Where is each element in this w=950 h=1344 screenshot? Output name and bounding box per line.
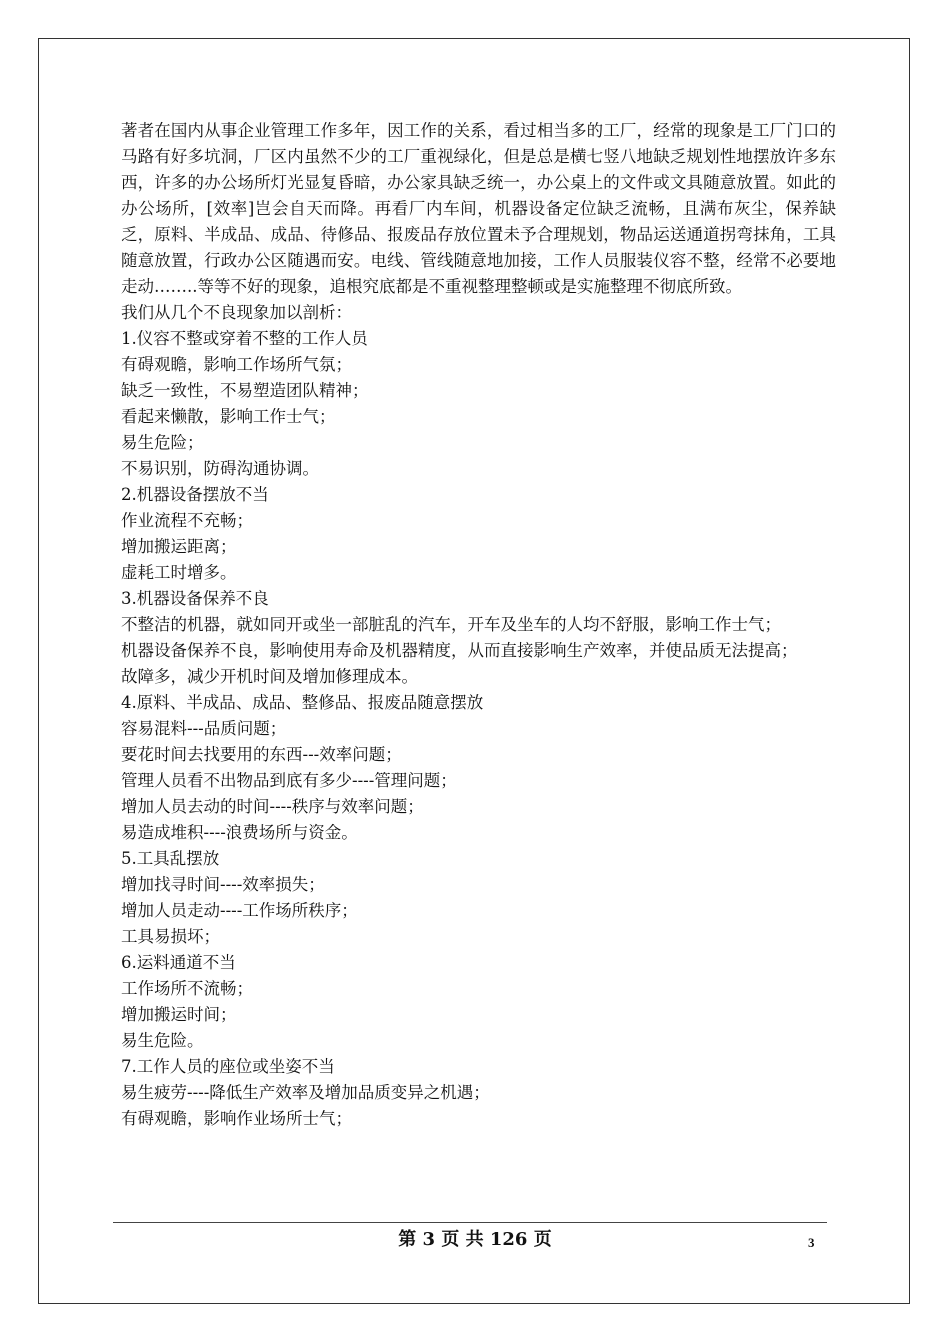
- text-line: 管理人员看不出物品到底有多少----管理问题；: [121, 771, 457, 790]
- text-line: 要花时间去找要用的东西---效率问题；: [121, 745, 402, 764]
- text-line: 虚耗工时增多。: [121, 563, 237, 582]
- text-line: 缺乏一致性，不易塑造团队精神；: [121, 381, 369, 400]
- section-heading: 3.机器设备保养不良: [121, 589, 269, 608]
- section-heading: 5.工具乱摆放: [121, 849, 220, 868]
- page-number: 3: [808, 1235, 815, 1250]
- text-line: 易造成堆积----浪费场所与资金。: [121, 823, 358, 842]
- text-line: 不易识别，防碍沟通协调。: [121, 459, 319, 478]
- text-line: 我们从几个不良现象加以剖析：: [121, 303, 352, 322]
- section-heading: 7.工作人员的座位或坐姿不当: [121, 1057, 335, 1076]
- text-line: 增加人员走动----工作场所秩序；: [121, 901, 358, 920]
- section-heading: 1.仪容不整或穿着不整的工作人员: [121, 329, 368, 348]
- text-line: 工具易损坏；: [121, 927, 220, 946]
- text-line: 增加找寻时间----效率损失；: [121, 875, 325, 894]
- text-line: 机器设备保养不良，影响使用寿命及机器精度，从而直接影响生产效率，并使品质无法提高；: [121, 641, 798, 660]
- document-body: [121, 118, 836, 1132]
- page-count-label: 第 3 页 共 126 页: [398, 1229, 552, 1250]
- text-line: 不整洁的机器，就如同开或坐一部脏乱的汽车，开车及坐车的人均不舒服，影响工作士气；: [121, 615, 781, 634]
- text-line: 作业流程不充畅；: [121, 511, 253, 530]
- text-line: 容易混料---品质问题；: [121, 719, 287, 738]
- text-line: 增加搬运距离；: [121, 537, 237, 556]
- text-line: 有碍观瞻，影响作业场所士气；: [121, 1109, 352, 1128]
- text-line: 故障多，减少开机时间及增加修理成本。: [121, 667, 418, 686]
- text-line: 工作场所不流畅；: [121, 979, 253, 998]
- section-heading: 4.原料、半成品、成品、整修品、报废品随意摆放: [121, 693, 484, 712]
- section-heading: 2.机器设备摆放不当: [121, 485, 269, 504]
- text-line: 易生危险。: [121, 1031, 204, 1050]
- text-line: 增加搬运时间；: [121, 1005, 237, 1024]
- text-line: 易生疲劳----降低生产效率及增加品质变异之机遇；: [121, 1083, 490, 1102]
- text-line: 看起来懒散，影响工作士气；: [121, 407, 336, 426]
- text-line: 增加人员去动的时间----秩序与效率问题；: [121, 797, 424, 816]
- text-line: 易生危险；: [121, 433, 204, 452]
- intro-paragraph: 著者在国内从事企业管理工作多年，因工作的关系，看过相当多的工厂，经常的现象是工厂门口的马路有好多坑洞，厂区内虽然不少的工厂重视绿化，但是总是横七竖八地缺乏规划性地摆放许多东西，许多的办公场所灯光显复昏暗，办公家具缺乏统一，办公桌上的文件或文具随意放置。如此的办公场所，[效率]岂会自天而降。再看厂内车间，机器设备定位缺乏流畅，且满布灰尘，保养缺乏，原料、半成品、成品、待修品、报废品存放位置未予合理规划，物品运送通道拐弯抹角，工具随意放置，行政办公区随遇而安。电线、管线随意地加接，工作人员服装仪容不整，经常不必要地走动……..等等不好的现象，追根究底都是不重视整理整顿或是实施整理不彻底所致。: [121, 121, 836, 296]
- text-line: 有碍观瞻，影响工作场所气氛；: [121, 355, 352, 374]
- footer-divider: [113, 1222, 827, 1223]
- section-heading: 6.运料通道不当: [121, 953, 236, 972]
